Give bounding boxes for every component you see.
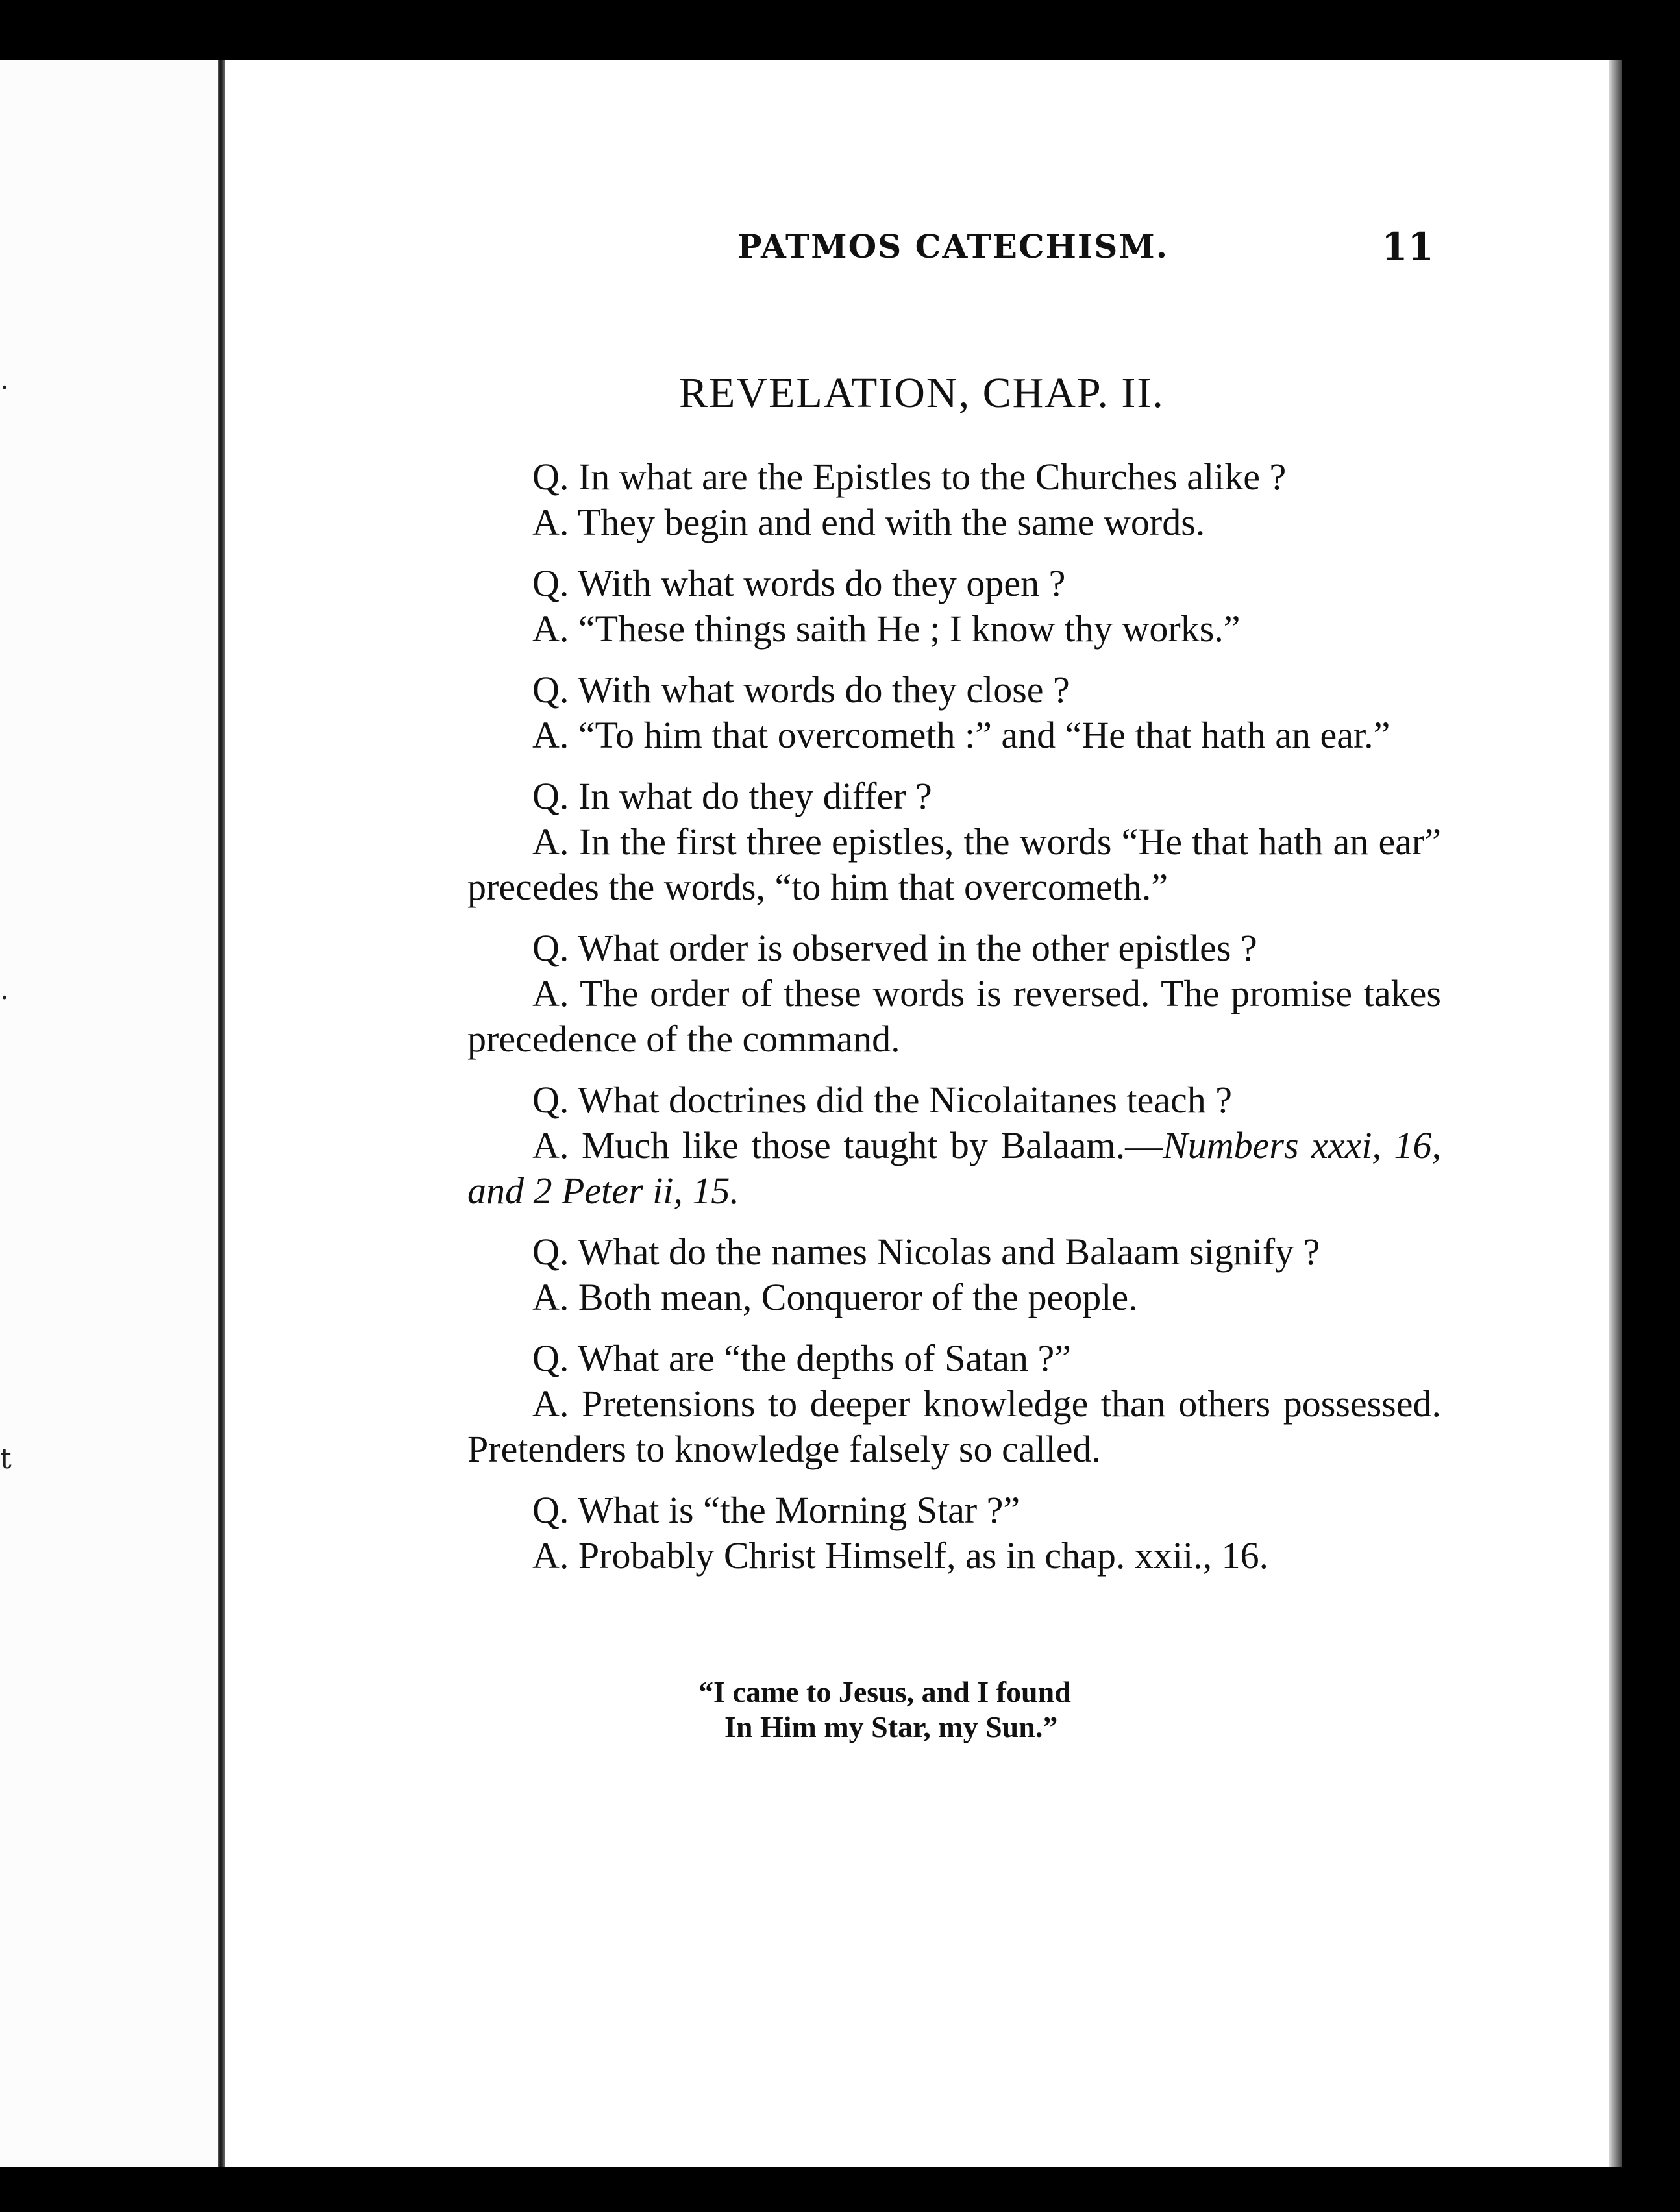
question: Q. What are “the depths of Satan ?” bbox=[532, 1337, 1071, 1379]
question: Q. What order is observed in the other epistles ? bbox=[532, 927, 1257, 969]
question: Q. With what words do they open ? bbox=[532, 562, 1066, 604]
answer: A. In the first three epistles, the words “He that hath an ear” precedes the words, “to him that overcometh.” bbox=[467, 820, 1441, 908]
qa-pair bbox=[467, 667, 1441, 758]
answer-text: A. Much like those taught by Balaam.— bbox=[532, 1124, 1163, 1166]
scripture-reference: Numbers xxxi, 16, and 2 Peter ii, 15. bbox=[467, 1124, 1441, 1212]
verse-line-1: “I came to Jesus, and I found bbox=[698, 1675, 1071, 1708]
scan-border-top bbox=[0, 0, 1680, 60]
answer: A. They begin and end with the same words. bbox=[532, 501, 1205, 543]
qa-pair bbox=[467, 454, 1441, 545]
question: Q. In what are the Epistles to the Churches alike ? bbox=[532, 456, 1287, 498]
qa-pair bbox=[467, 774, 1441, 910]
running-head: PATMOS CATECHISM. bbox=[737, 227, 1169, 265]
question: Q. What is “the Morning Star ?” bbox=[532, 1489, 1020, 1531]
answer: A. Probably Christ Himself, as in chap. xxii., 16. bbox=[532, 1534, 1269, 1577]
qa-pair bbox=[467, 561, 1441, 652]
qa-pair bbox=[467, 1077, 1441, 1214]
facing-page-edge bbox=[0, 60, 221, 2167]
question: Q. What do the names Nicolas and Balaam signify ? bbox=[532, 1231, 1320, 1273]
facing-page-fragment: · bbox=[0, 371, 9, 404]
facing-page-fragment: t bbox=[0, 1442, 12, 1475]
answer: A. “These things saith He ; I know thy works.” bbox=[532, 608, 1241, 650]
chapter-title: REVELATION, CHAP. II. bbox=[679, 369, 1165, 417]
verse-line-2: In Him my Star, my Sun.” bbox=[724, 1710, 1058, 1743]
qa-pair bbox=[467, 1336, 1441, 1472]
scan-border-right bbox=[1622, 0, 1680, 2212]
qa-pair bbox=[467, 926, 1441, 1062]
question: Q. What doctrines did the Nicolaitanes teach ? bbox=[532, 1079, 1232, 1121]
page-edge-shadow bbox=[1609, 60, 1622, 2167]
catechism-body bbox=[467, 454, 1441, 1594]
scan-border-bottom bbox=[0, 2167, 1680, 2212]
qa-pair bbox=[467, 1488, 1441, 1579]
question: Q. With what words do they close ? bbox=[532, 669, 1070, 711]
answer: A. Both mean, Conqueror of the people. bbox=[532, 1276, 1138, 1318]
answer bbox=[467, 1123, 1441, 1214]
qa-pair bbox=[467, 1229, 1441, 1320]
closing-verse bbox=[698, 1675, 1071, 1745]
binding-gutter bbox=[218, 60, 225, 2167]
answer: A. Pretensions to deeper knowledge than others possessed. Pretenders to knowledge falsely so called. bbox=[467, 1382, 1441, 1470]
answer: A. “To him that overcometh :” and “He that hath an ear.” bbox=[532, 714, 1390, 756]
question: Q. In what do they differ ? bbox=[532, 775, 932, 817]
page-number: 11 bbox=[1381, 225, 1434, 269]
facing-page-fragment: · bbox=[0, 981, 9, 1014]
answer: A. The order of these words is reversed. The promise takes precedence of the command. bbox=[467, 972, 1441, 1060]
